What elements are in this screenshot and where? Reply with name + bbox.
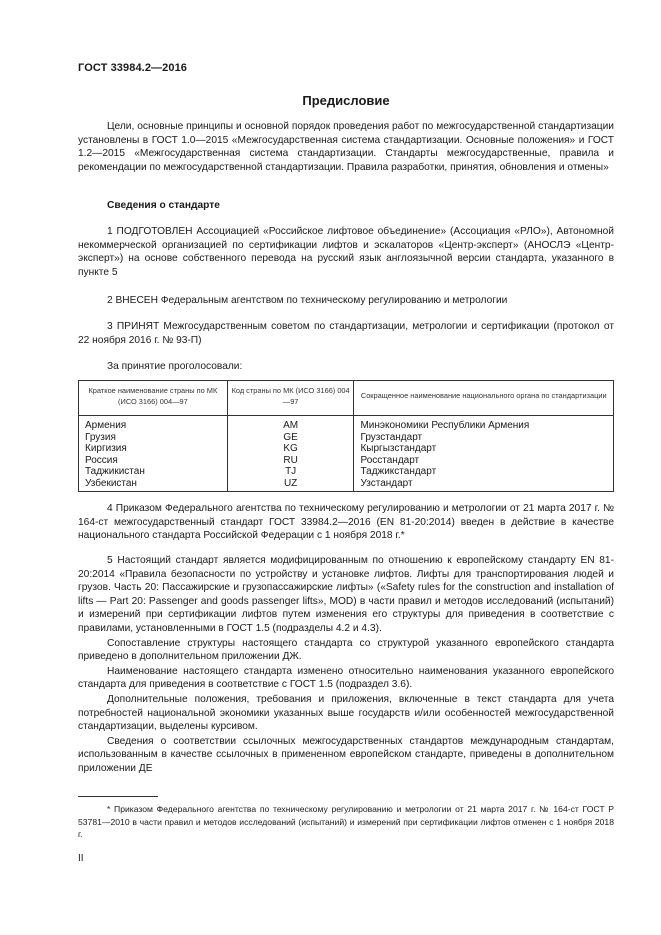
body-cell: Узстандарт — [354, 478, 614, 491]
body-cell: Грузстандарт — [354, 432, 614, 444]
body-cell: Минэкономики Республики Армения — [354, 416, 614, 432]
header-standards-body: Сокращенное наименование национального органа по стандартизации — [354, 381, 614, 416]
item-4-block — [78, 502, 614, 543]
item-5-text: 5 Настоящий стандарт является модифицированным по отношению к европейскому стандарту EN 81-20:2014 «Правила безопасности по устройству и установке лифтов. Лифты для транспортирования людей и грузов. Часть 20: Пассажирские и грузопассажирские лифты» («Safety rules for the construction and installation of lifts — Part 20: Passenger and goods passenger lifts», MOD) в части правил и методов исследований (испытаний) и измерений при сертификации лифтов путем изменения его структуры для приведения в соответствие с правилами, установленными в ГОСТ 1.5 (подразделы 4.2 и 4.3). — [78, 555, 614, 634]
body-cell: Росстандарт — [354, 455, 614, 467]
item-1-block — [78, 225, 614, 279]
footnote-divider — [78, 796, 158, 797]
table-row — [79, 466, 614, 478]
code-cell: KG — [227, 443, 354, 455]
votes-intro-block — [78, 360, 614, 374]
body-cell: Кыргызстандарт — [354, 443, 614, 455]
header-country-name: Краткое наименование страны по МК (ИСО 3166) 004—97 — [79, 381, 228, 416]
footnote-text: * Приказом Федерального агентства по техническому регулированию и метрологии от 21 марта 2017 г. № 164-ст ГОСТ Р 53781—2010 в части правил и методов исследований (испытаний) и измерений при сертификации лифтов отменен с 1 ноября 2018 г. — [78, 804, 614, 840]
country-cell: Россия — [79, 455, 228, 467]
country-cell: Киргизия — [79, 443, 228, 455]
code-cell: RU — [227, 455, 354, 467]
votes-table-header-row — [79, 381, 614, 416]
document-code: ГОСТ 33984.2—2016 — [78, 62, 188, 74]
item-5-additions-text: Дополнительные положения, требования и приложения, включенные в текст стандарта для учета потребностей национальной экономики указанных выше государств и/или особенностей межгосударственной стандартизации, выделены курсивом. — [78, 693, 614, 733]
item-3-text: 3 ПРИНЯТ Межгосударственным советом по стандартизации, метрологии и сертификации (протокол от 22 ноября 2016 г. № 93-П) — [78, 321, 614, 346]
code-cell: TJ — [227, 466, 354, 478]
footnote — [78, 803, 614, 841]
table-row — [79, 443, 614, 455]
item-2-block — [78, 294, 614, 308]
table-row — [79, 455, 614, 467]
code-cell: UZ — [227, 478, 354, 491]
table-row — [79, 432, 614, 444]
votes-intro-text: За принятие проголосовали: — [107, 361, 243, 372]
item-5-title-change-text: Наименование настоящего стандарта изменено относительно наименования указанного европейского стандарта для приведения в соответствие с ГОСТ 1.5 (подраздел 3.6). — [78, 665, 614, 691]
item-5-comparison-text: Сопоставление структуры настоящего стандарта со структурой указанного европейского стандарта приведено в дополнительном приложении ДЖ. — [78, 637, 614, 663]
country-cell: Таджикистан — [79, 466, 228, 478]
intro-text: Цели, основные принципы и основной порядок проведения работ по межгосударственной стандартизации установлены в ГОСТ 1.0—2015 «Межгосударственная система стандартизации. Основные положения» и ГОСТ 1.2—2015 «Межгосударственная система стандартизации. Стандарты межгосударственные, правила и рекомендации по межгосударственной стандартизации. Правила разработки, принятия, обновления и отмены» — [78, 121, 614, 173]
page-title: Предисловие — [302, 93, 390, 108]
votes-table — [78, 380, 614, 492]
item-5-block — [78, 554, 614, 776]
table-row — [79, 478, 614, 491]
item-5-references-text: Сведения о соответствии ссылочных межгосударственных стандартов международным стандартам, использованным в качестве ссылочных в примененном европейском стандарте, приведены в дополнительном приложении ДЕ — [78, 735, 614, 774]
item-1-text: 1 ПОДГОТОВЛЕН Ассоциацией «Российское лифтовое объединение» (Ассоциация «РЛО»), Автономной некоммерческой организацией по сертификации лифтов и эскалаторов «Центр-эксперт» (АНОСЛЭ «Центр-эксперт») на основе собственного перевода на русский язык англоязычной версии стандарта, указанного в пункте 5 — [78, 226, 614, 278]
info-heading-block — [78, 199, 614, 213]
header-country-code: Код страны по МК (ИСО 3166) 004—97 — [227, 381, 354, 416]
code-cell: GE — [227, 432, 354, 444]
country-cell: Армения — [79, 416, 228, 432]
item-4-text: 4 Приказом Федерального агентства по техническому регулированию и метрологии от 21 марта 2017 г. № 164-ст межгосударственный стандарт ГОСТ 33984.2—2016 (EN 81-20:2014) введен в действие в качестве национального стандарта Российской Федерации с 1 ноября 2018 г.* — [78, 503, 614, 542]
page-number: II — [78, 853, 84, 864]
table-row — [79, 416, 614, 432]
item-3-block — [78, 320, 614, 347]
info-heading: Сведения о стандарте — [107, 200, 220, 211]
country-cell: Грузия — [79, 432, 228, 444]
body-cell: Таджикстандарт — [354, 466, 614, 478]
item-2-text: 2 ВНЕСЕН Федеральным агентством по техническому регулированию и метрологии — [107, 295, 508, 306]
intro-paragraph — [78, 120, 614, 174]
country-cell: Узбекистан — [79, 478, 228, 491]
code-cell: AM — [227, 416, 354, 432]
